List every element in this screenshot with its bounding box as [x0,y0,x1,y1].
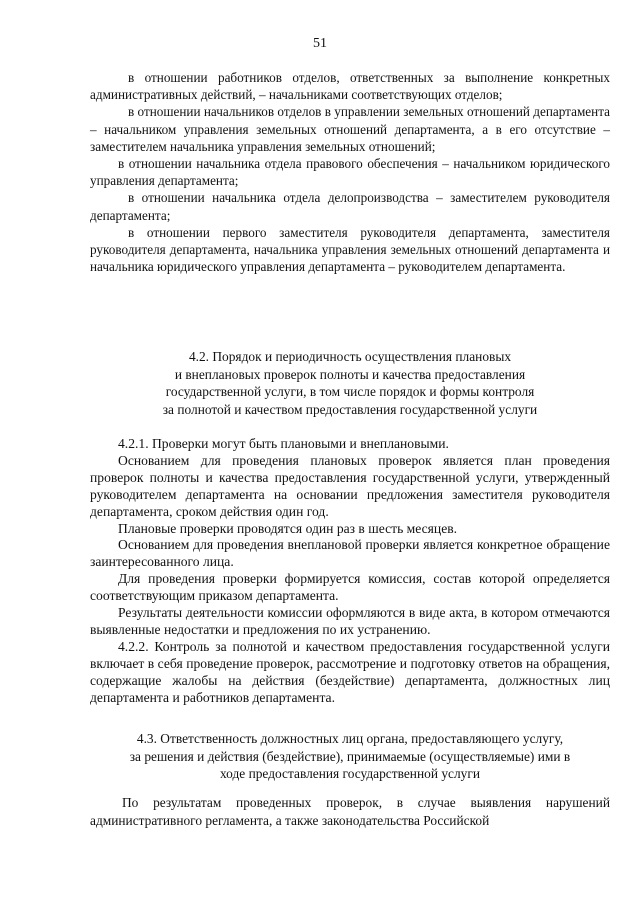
section-4-3-body [90,794,610,829]
heading-line: и внеплановых проверок полноты и качества предоставления [174,366,526,382]
paragraph: Плановые проверки проводятся один раз в шесть месяцев. [118,520,458,536]
paragraph: Основанием для проведения плановых проверок является план проведения проверок полноты и качества предоставления государственной услуги, утвержденный руководителем департамента на основании предложения заместителя руководителя департамента, сроком действия один год. [90,452,610,519]
heading-line: 4.3. Ответственность должностных лиц органа, предоставляющего услугу, [136,731,564,746]
heading-line: ходе предоставления государственной услуги [219,766,481,782]
paragraph: в отношении работников отделов, ответственных за выполнение конкретных административных действий, – начальниками соответствующих отделов; [90,70,610,103]
heading-line: за решения и действия (бездействие), принимаемые (осуществляемые) ими в [129,748,571,764]
paragraph: По результатам проведенных проверок, в случае выявления нарушений административного регламента, а также законодательства Российской [90,795,610,828]
paragraph: в отношении начальника отдела правового обеспечения – начальником юридического управления департамента; [90,156,610,189]
paragraph: Результаты деятельности комиссии оформляются в виде акта, в котором отмечаются выявленные недостатки и предложения по их устранению. [90,605,610,637]
heading-line: за полнотой и качеством предоставления государственной услуги [162,401,538,417]
section-heading-4-3 [90,730,610,783]
paragraph: Основанием для проведения внеплановой проверки является конкретное обращение заинтересованного лица. [90,537,610,570]
paragraph: в отношении первого заместителя руководителя департамента, заместителя руководителя департамента, начальника управления земельных отношений департамента и начальника юридического управления департамента – руководителем департамента. [90,224,610,275]
page-number: 51 [313,36,327,51]
paragraph: в отношении начальника отдела делопроизводства – заместителем руководителя департамента; [90,190,610,223]
paragraph: Для проведения проверки формируется комиссия, состав которой определяется соответствующим приказом департамента. [90,571,610,604]
responsibility-list [90,69,610,275]
heading-line: государственной услуги, в том числе порядок и формы контроля [165,384,535,400]
heading-line: 4.2. Порядок и периодичность осуществления плановых [188,349,512,364]
section-4-2-body [90,436,610,707]
paragraph: 4.2.2. Контроль за полнотой и качеством предоставления государственной услуги включает в себя проведение проверок, рассмотрение и подготовку ответов на обращения, содержащие жалобы на действия (бездействие) департамента, должностных лиц департамента и работников департамента. [90,638,610,705]
section-heading-4-2 [90,348,610,418]
paragraph: 4.2.1. Проверки могут быть плановыми и внеплановыми. [118,436,449,451]
paragraph: в отношении начальников отделов в управлении земельных отношений департамента – начальником управления земельных отношений департамента, а в его отсутствие – заместителем начальника управления земельных отношений; [90,104,610,154]
